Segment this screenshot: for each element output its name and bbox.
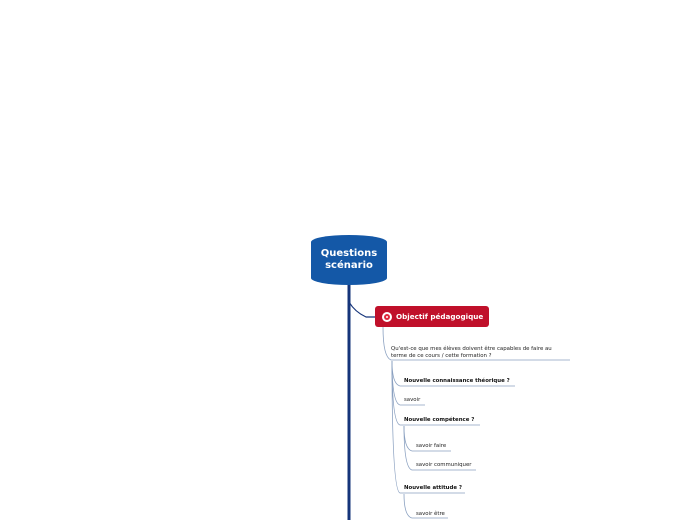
question-node[interactable] <box>391 346 552 359</box>
question-line-2: terme de ce cours / cette formation ? <box>391 352 492 359</box>
node-savoir-faire[interactable]: savoir faire <box>416 443 447 449</box>
question-line-1: Qu'est-ce que mes élèves doivent être capables de faire au <box>391 346 552 352</box>
node-attitude[interactable]: Nouvelle attitude ? <box>404 485 463 491</box>
root-label: Questions scénario <box>320 248 378 271</box>
node-savoir[interactable]: savoir <box>404 397 421 403</box>
objective-node[interactable] <box>375 306 489 327</box>
node-savoir-etre[interactable]: savoir être <box>416 511 445 517</box>
target-icon <box>382 312 392 322</box>
connector-competence <box>392 361 480 425</box>
connector-objective <box>349 302 375 317</box>
objective-label: Objectif pédagogique <box>396 312 484 321</box>
root-node[interactable] <box>311 235 387 285</box>
node-savoir-communiquer[interactable]: savoir communiquer <box>416 462 472 468</box>
node-competence[interactable]: Nouvelle compétence ? <box>404 417 475 423</box>
node-connaissance[interactable]: Nouvelle connaissance théorique ? <box>404 378 510 384</box>
